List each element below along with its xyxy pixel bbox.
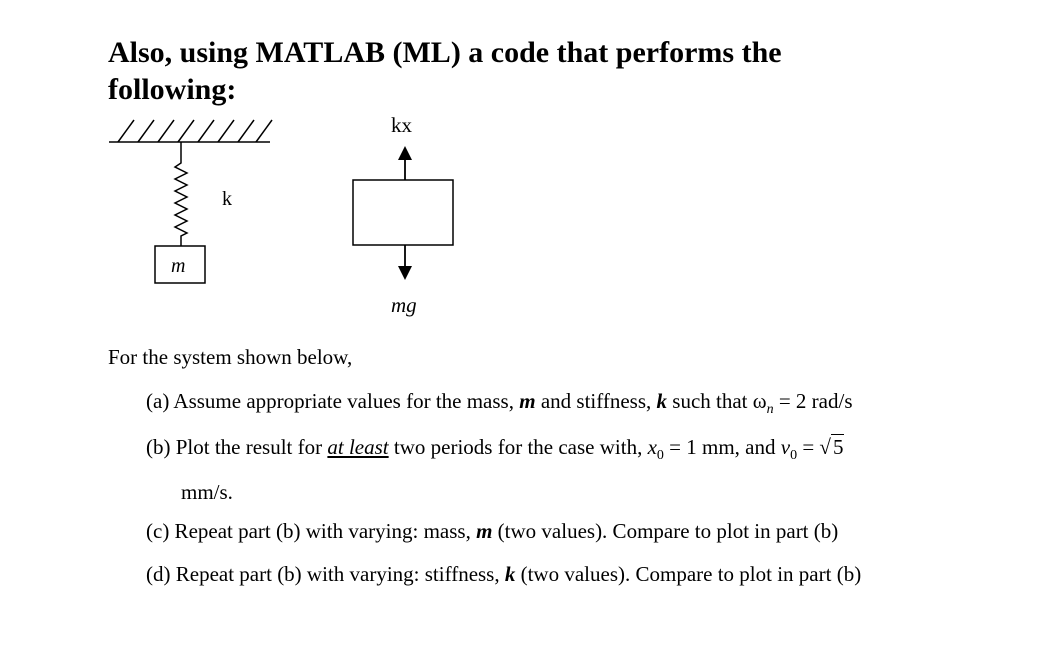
x0-value: = 1 mm, and: [669, 435, 776, 459]
part-d-prefix: (d) Repeat part (b) with varying: stiffness,: [146, 562, 500, 586]
omega-subscript: n: [766, 402, 774, 418]
mass-label: m: [171, 255, 186, 277]
part-b-emphasis: at least: [327, 435, 389, 459]
part-d: [146, 562, 861, 587]
intro-text: For the system shown below,: [108, 345, 353, 369]
weight-label: mg: [391, 293, 417, 317]
question-title: Also, using MATLAB (ML) a code that performs the following:: [108, 36, 782, 106]
part-a-mid2: such that: [672, 389, 748, 413]
part-b: [146, 435, 844, 464]
part-b-unit: mm/s.: [181, 480, 233, 504]
part-c: [146, 519, 838, 544]
part-a-mid: and stiffness,: [540, 389, 652, 413]
part-c-suffix: (two values). Compare to plot in part (b): [497, 519, 839, 543]
sqrt-sign: √: [819, 435, 831, 459]
arrow-down-icon: [398, 245, 412, 280]
part-d-variable: k: [504, 562, 516, 586]
part-b-mid: two periods for the case with,: [393, 435, 643, 459]
spring: [175, 142, 187, 246]
v0-equals: =: [802, 435, 815, 459]
square-root: [819, 435, 844, 460]
part-b-prefix: (b) Plot the result for: [146, 435, 323, 459]
part-d-suffix: (two values). Compare to plot in part (b): [520, 562, 862, 586]
part-a-mass-symbol: m: [519, 389, 536, 413]
part-c-variable: m: [476, 519, 493, 543]
free-body-block: [353, 180, 453, 245]
fixed-support: [109, 120, 272, 142]
sqrt-argument: 5: [832, 435, 844, 459]
part-a-prefix: (a) Assume appropriate values for the mass,: [146, 389, 514, 413]
v0-symbol: v: [780, 435, 791, 459]
part-a: [146, 389, 853, 418]
part-a-suffix: = 2 rad/s: [778, 389, 853, 413]
x0-symbol: x: [647, 435, 657, 459]
part-a-stiffness-symbol: k: [656, 389, 668, 413]
arrow-up-icon: [398, 146, 412, 180]
omega-symbol: ω: [752, 389, 767, 413]
v0-subscript: 0: [790, 448, 798, 464]
spring-force-label: kx: [391, 113, 412, 137]
part-c-prefix: (c) Repeat part (b) with varying: mass,: [146, 519, 471, 543]
x0-subscript: 0: [656, 448, 664, 464]
spring-label: k: [222, 188, 232, 210]
